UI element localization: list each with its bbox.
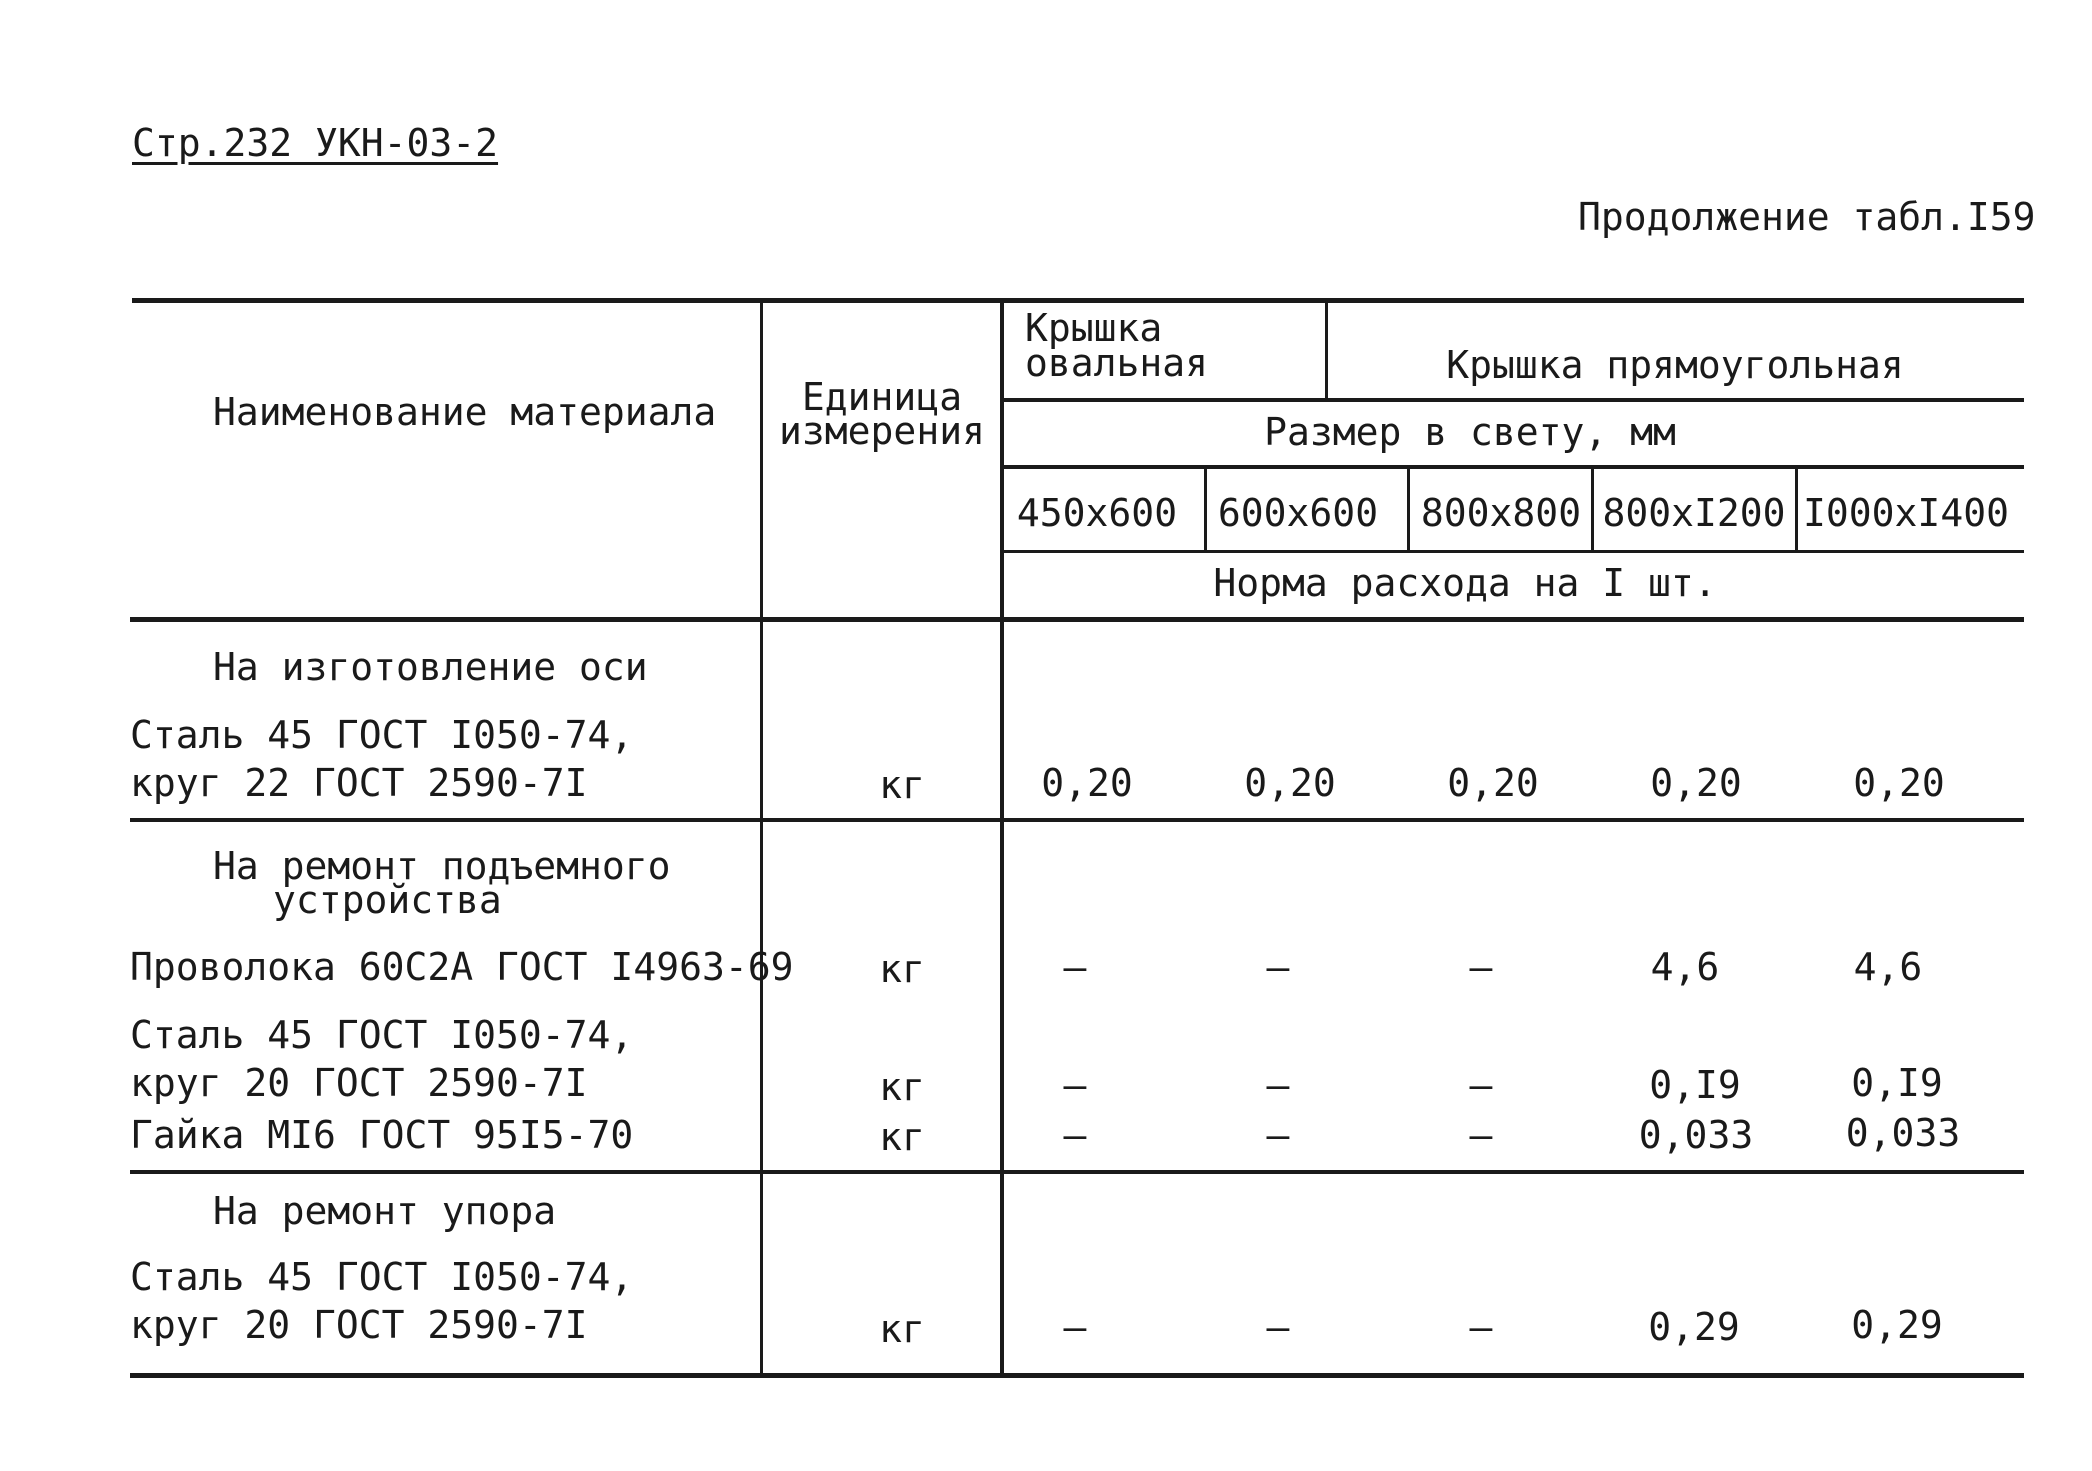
value-cell: – bbox=[1469, 945, 1493, 989]
value-cell: 0,20 bbox=[1447, 761, 1539, 805]
header-rule-3 bbox=[1002, 550, 2024, 553]
value-cell: 0,20 bbox=[1853, 761, 1945, 805]
value-cell: 0,033 bbox=[1845, 1111, 1961, 1155]
section-title: На изготовление оси bbox=[213, 645, 648, 689]
section-2-rule bbox=[130, 1170, 2024, 1174]
value-cell: – bbox=[1266, 1305, 1290, 1349]
unit-cell: кг bbox=[879, 1307, 925, 1351]
value-cell: – bbox=[1063, 1063, 1087, 1107]
size-800x1200: 800xI200 bbox=[1602, 491, 1786, 535]
material-name-line2: круг 20 ГОСТ 2590-7I bbox=[130, 1303, 588, 1347]
col-divider-size-1 bbox=[1204, 467, 1207, 552]
material-name: Проволока 60С2А ГОСТ I4963-69 bbox=[130, 945, 794, 989]
header-bottom-rule bbox=[130, 617, 2024, 622]
size-600x600: 600x600 bbox=[1217, 491, 1379, 535]
value-cell: 0,I9 bbox=[1649, 1063, 1741, 1107]
header-rule-1 bbox=[1002, 398, 2024, 402]
unit-cell: кг bbox=[879, 947, 925, 991]
value-cell: 0,033 bbox=[1638, 1113, 1754, 1157]
col-divider-size-4 bbox=[1795, 467, 1798, 552]
value-cell: 0,I9 bbox=[1851, 1061, 1943, 1105]
page-reference: Стр.232 УКН-03-2 bbox=[132, 121, 499, 165]
section-title: На ремонт упора bbox=[213, 1189, 557, 1233]
value-cell: – bbox=[1266, 1063, 1290, 1107]
section-title-line2: устройства bbox=[273, 878, 502, 922]
material-name-line2: круг 22 ГОСТ 2590-7I bbox=[130, 761, 588, 805]
col-divider-size-2 bbox=[1407, 467, 1410, 552]
header-rule-2 bbox=[1002, 465, 2024, 469]
size-1000x1400: I000xI400 bbox=[1803, 491, 2009, 535]
header-norm-caption: Норма расхода на I шт. bbox=[1213, 561, 1717, 605]
value-cell: – bbox=[1266, 1113, 1290, 1157]
value-cell: 0,20 bbox=[1650, 761, 1742, 805]
value-cell: – bbox=[1063, 945, 1087, 989]
value-cell: 0,29 bbox=[1648, 1305, 1740, 1349]
table-top-rule bbox=[132, 298, 2024, 303]
section-title-line1: На ремонт подъемного bbox=[213, 844, 671, 888]
unit-cell: кг bbox=[879, 763, 925, 807]
size-450x600: 450x600 bbox=[1016, 491, 1178, 535]
size-800x800: 800x800 bbox=[1420, 491, 1582, 535]
value-cell: – bbox=[1063, 1305, 1087, 1349]
col-divider-oval-rect bbox=[1325, 298, 1328, 400]
header-material-name: Наименование материала bbox=[213, 390, 717, 434]
material-name-line1: Сталь 45 ГОСТ I050-74, bbox=[130, 1255, 634, 1299]
col-divider-name-unit bbox=[760, 298, 763, 1378]
value-cell: 0,20 bbox=[1041, 761, 1133, 805]
unit-cell: кг bbox=[879, 1115, 925, 1159]
section-1-rule bbox=[130, 818, 2024, 822]
header-unit-line1: Единица bbox=[801, 375, 963, 419]
col-divider-unit-values bbox=[1000, 298, 1004, 1378]
table-continuation-label: Продолжение табл.I59 bbox=[1578, 195, 2036, 239]
material-name-line1: Сталь 45 ГОСТ I050-74, bbox=[130, 713, 634, 757]
header-oval-line2: овальная bbox=[1025, 341, 1209, 385]
unit-cell: кг bbox=[879, 1065, 925, 1109]
value-cell: 4,6 bbox=[1853, 945, 1923, 989]
material-name-line2: круг 20 ГОСТ 2590-7I bbox=[130, 1061, 588, 1105]
material-name-line1: Сталь 45 ГОСТ I050-74, bbox=[130, 1013, 634, 1057]
header-rectangular: Крышка прямоугольная bbox=[1446, 343, 1904, 387]
col-divider-size-3 bbox=[1591, 467, 1594, 552]
table-bottom-rule bbox=[130, 1373, 2024, 1378]
material-name: Гайка МI6 ГОСТ 95I5-70 bbox=[130, 1113, 634, 1157]
value-cell: – bbox=[1469, 1113, 1493, 1157]
value-cell: 0,29 bbox=[1851, 1303, 1943, 1347]
header-unit-line2: измерения bbox=[779, 409, 985, 453]
header-size-caption: Размер в свету, мм bbox=[1264, 410, 1676, 454]
value-cell: 0,20 bbox=[1244, 761, 1336, 805]
header-oval-line1: Крышка bbox=[1025, 306, 1163, 350]
value-cell: – bbox=[1063, 1113, 1087, 1157]
value-cell: – bbox=[1266, 945, 1290, 989]
value-cell: 4,6 bbox=[1650, 945, 1720, 989]
value-cell: – bbox=[1469, 1305, 1493, 1349]
value-cell: – bbox=[1469, 1063, 1493, 1107]
